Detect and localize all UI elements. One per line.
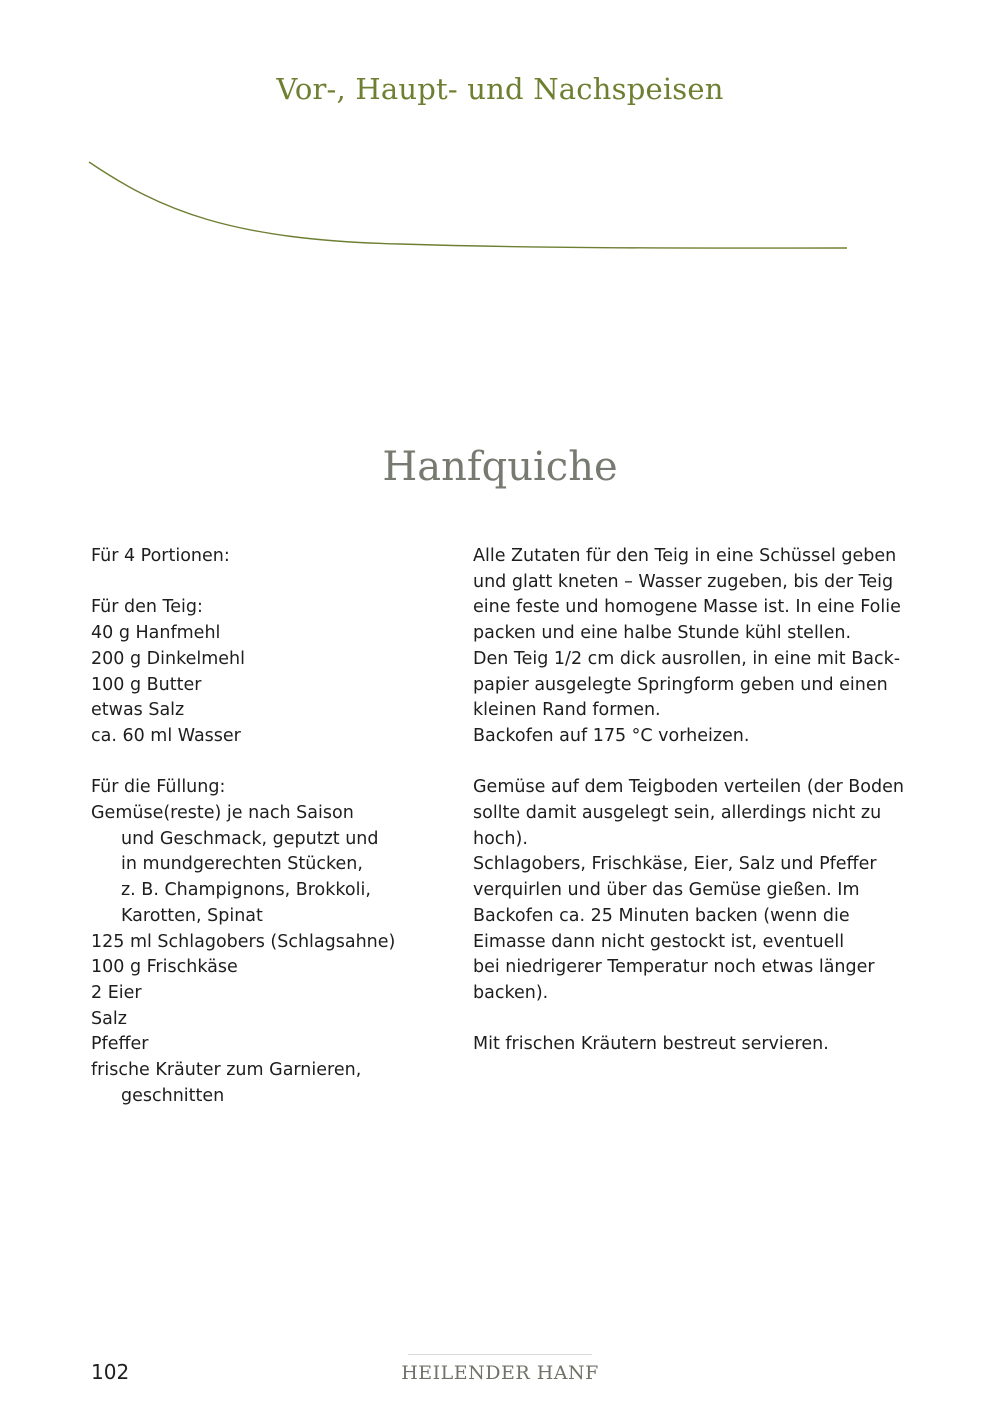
instruction-line: papier ausgelegte Springform geben und einen bbox=[473, 674, 888, 695]
ingredient-item: 200 g Dinkelmehl bbox=[91, 648, 245, 669]
ingredient-item: Salz bbox=[91, 1008, 127, 1029]
ingredient-item-continuation: geschnitten bbox=[121, 1085, 225, 1106]
portions-label: Für 4 Portionen: bbox=[91, 546, 230, 566]
section-title: Vor-, Haupt- und Nachspeisen bbox=[276, 72, 724, 106]
instruction-line: Alle Zutaten für den Teig in eine Schüssel geben bbox=[473, 546, 897, 566]
ingredient-item: 100 g Frischkäse bbox=[91, 957, 238, 978]
spacer bbox=[473, 750, 913, 776]
filling-heading: Für die Füllung: bbox=[91, 777, 226, 798]
instruction-line: eine feste und homogene Masse ist. In eine Folie bbox=[473, 597, 901, 618]
instruction-line: hoch). bbox=[473, 828, 528, 849]
instruction-line: Schlagobers, Frischkäse, Eier, Salz und Pfeffer bbox=[473, 854, 877, 875]
book-title: HEILENDER HANF bbox=[401, 1362, 599, 1384]
spacer bbox=[91, 570, 451, 596]
dough-heading: Für den Teig: bbox=[91, 597, 203, 618]
spacer bbox=[473, 1007, 913, 1033]
instruction-line: sollte damit ausgelegt sein, allerdings nicht zu bbox=[473, 803, 882, 824]
ingredient-item-continuation: Karotten, Spinat bbox=[121, 905, 263, 926]
instructions-column bbox=[473, 544, 913, 1058]
ingredient-item: 2 Eier bbox=[91, 982, 142, 1003]
instruction-line: Eimasse dann nicht gestockt ist, eventuell bbox=[473, 931, 845, 952]
ingredient-item-continuation: in mundgerechten Stücken, bbox=[121, 854, 363, 875]
instruction-line: und glatt kneten – Wasser zugeben, bis der Teig bbox=[473, 571, 894, 592]
instruction-line: verquirlen und über das Gemüse gießen. Im bbox=[473, 880, 860, 901]
ingredient-item: frische Kräuter zum Garnieren, bbox=[91, 1060, 362, 1081]
spacer bbox=[91, 750, 451, 776]
recipe-title: Hanfquiche bbox=[382, 444, 618, 490]
instruction-line: Mit frischen Kräutern bestreut servieren. bbox=[473, 1034, 829, 1055]
instruction-line: Gemüse auf dem Teigboden verteilen (der Boden bbox=[473, 777, 904, 798]
instruction-line: Backofen ca. 25 Minuten backen (wenn die bbox=[473, 905, 850, 926]
ingredient-item: Gemüse(reste) je nach Saison bbox=[91, 803, 354, 823]
instruction-line: Backofen auf 175 °C vorheizen. bbox=[473, 725, 750, 746]
instruction-line: backen). bbox=[473, 982, 549, 1003]
ingredient-item: 100 g Butter bbox=[91, 674, 202, 695]
ingredient-item: Pfeffer bbox=[91, 1034, 149, 1055]
page-number: 102 bbox=[91, 1360, 130, 1384]
instruction-line: Den Teig 1/2 cm dick ausrollen, in eine mit Back- bbox=[473, 648, 901, 669]
instruction-line: kleinen Rand formen. bbox=[473, 700, 661, 721]
decorative-swoosh-line bbox=[0, 0, 1000, 300]
ingredient-item-continuation: und Geschmack, geputzt und bbox=[121, 828, 379, 849]
ingredient-item: 125 ml Schlagobers (Schlagsahne) bbox=[91, 931, 396, 952]
instruction-line: bei niedrigerer Temperatur noch etwas länger bbox=[473, 957, 875, 978]
ingredient-item-continuation: z. B. Champignons, Brokkoli, bbox=[121, 880, 371, 901]
ingredient-item: ca. 60 ml Wasser bbox=[91, 725, 241, 746]
ingredient-item: etwas Salz bbox=[91, 700, 185, 721]
ingredient-item: 40 g Hanfmehl bbox=[91, 623, 221, 644]
footer-divider bbox=[408, 1354, 592, 1355]
ingredients-column bbox=[91, 544, 451, 1109]
instruction-line: packen und eine halbe Stunde kühl stellen. bbox=[473, 623, 852, 644]
